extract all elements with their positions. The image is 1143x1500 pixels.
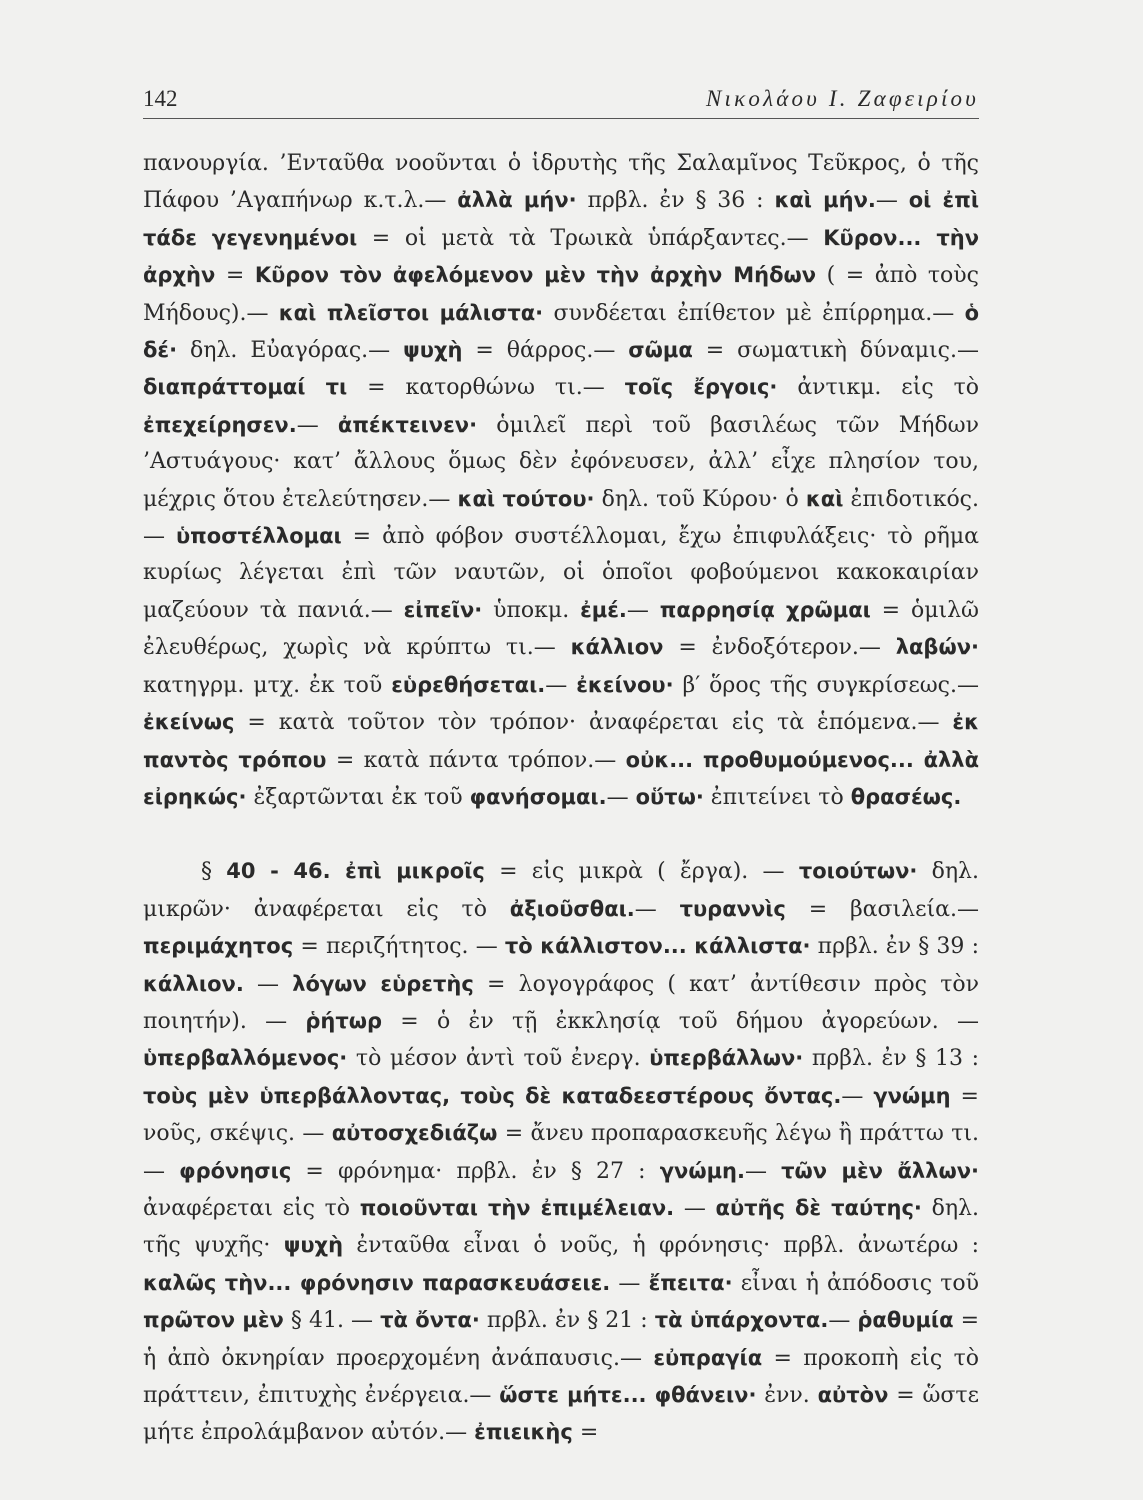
- gloss-text: —: [296, 412, 338, 438]
- lemma-term: ψυχὴ: [283, 1233, 344, 1258]
- gloss-text: = ὥστε μήτε ἐπρολάμβανον αὐτόν.—: [143, 1383, 979, 1446]
- lemma-term: κάλλιον: [570, 635, 664, 660]
- lemma-term: τοιούτων·: [798, 859, 918, 884]
- lemma-term: κάλλιον.: [143, 971, 244, 996]
- gloss-text: = ὁ ἐν τῇ ἐκκλησίᾳ τοῦ δήμου ἀγορεύων. —: [382, 1008, 979, 1034]
- gloss-text: δηλ. Εὐαγόρας.—: [177, 338, 404, 364]
- gloss-text: πανουργία. ’Ενταῦθα νοοῦνται ὁ ἱδρυτὴς τῆς Σαλαμῖνος Τεῦκρος, ὁ τῆς Πάφου ’Αγαπήνωρ κ.τ.λ.—: [143, 151, 979, 214]
- lemma-term: ῥήτωρ: [305, 1008, 383, 1033]
- lemma-term: οὕτω·: [635, 784, 704, 809]
- gloss-text: πρβλ. ἐν § 39 :: [810, 934, 980, 960]
- lemma-term: ὑποστέλλομαι: [175, 524, 342, 549]
- lemma-term: εὐπραγία: [653, 1345, 763, 1370]
- lemma-term: καὶ πλεῖστοι μάλιστα·: [278, 300, 544, 325]
- lemma-term: παρρησίᾳ χρῶμαι: [659, 597, 871, 622]
- gloss-text: β′ ὅρος τῆς συγκρίσεως.—: [673, 672, 979, 698]
- lemma-term: αὐτοσχεδιάζω: [331, 1121, 498, 1146]
- lemma-term: τὰ ὄντα·: [380, 1308, 480, 1333]
- gloss-text: —: [828, 1308, 858, 1334]
- lemma-term: τὸ κάλλιστον... κάλλιστα·: [504, 934, 811, 959]
- lemma-term: αὐτὸν: [817, 1383, 889, 1407]
- lemma-term: γνώμη.: [659, 1158, 745, 1183]
- lemma-term: ψυχὴ: [403, 338, 463, 363]
- gloss-text: §: [201, 859, 227, 885]
- lemma-term: ὑπερβαλλόμενος·: [143, 1046, 348, 1071]
- gloss-text: δηλ. τῆς ψυχῆς·: [143, 1195, 979, 1259]
- gloss-text: —: [243, 971, 293, 997]
- gloss-text: πρβλ. ἐν § 13 :: [803, 1046, 979, 1072]
- lemma-term: λαβών·: [895, 635, 979, 660]
- lemma-term: ἐκ παντὸς τρόπου: [143, 710, 979, 772]
- gloss-text: = ἡ ἀπὸ ὀκνηρίαν προερχομένη ἀνάπαυσις.—: [143, 1308, 980, 1371]
- lemma-term: ἐκείνως: [143, 710, 235, 735]
- gloss-text: ὁμιλεῖ περὶ τοῦ βασιλέως τῶν Μήδων ’Αστυάγους· κατ’ ἄλλους ὅμως δὲν ἐφόνευσεν, ἀλλ’ εἶχε πλησίον του, μέχρις ὅτου ἐτελεύτησεν.—: [143, 412, 979, 512]
- gloss-text: ἐνταῦθα εἶναι ὁ νοῦς, ἡ φρόνησις· πρβλ. ἀνωτέρω :: [343, 1233, 979, 1259]
- gloss-text: ὑποκμ.: [482, 597, 581, 623]
- gloss-text: —: [634, 896, 680, 922]
- lemma-term: εἰπεῖν·: [403, 597, 483, 622]
- gloss-text: πρβλ. ἐν § 36 :: [576, 188, 775, 214]
- paragraph-1: [143, 146, 979, 816]
- gloss-text: ἐξαρτῶνται ἐκ τοῦ: [246, 784, 470, 810]
- lemma-term: πρῶτον μὲν: [143, 1308, 284, 1333]
- gloss-text: = προκοπὴ εἰς τὸ πράττειν, ἐπιτυχὴς ἐνέργεια.—: [143, 1345, 979, 1408]
- lemma-term: τὰ ὑπάρχοντα.: [654, 1308, 829, 1333]
- lemma-term: ἀλλὰ μήν·: [457, 188, 577, 213]
- lemma-term: οἱ ἐπὶ τάδε γεγενημένοι: [143, 188, 980, 250]
- gloss-text: —: [674, 1195, 716, 1221]
- gloss-text: κατηγρμ. μτχ. ἐκ τοῦ: [143, 672, 392, 698]
- gloss-text: = κατορθώνω τι.—: [347, 375, 625, 401]
- paragraph-2: [143, 853, 979, 1452]
- gloss-text: = σωματικὴ δύναμις.—: [692, 338, 979, 364]
- lemma-term: καὶ τούτου·: [457, 486, 595, 511]
- gloss-text: —: [545, 672, 577, 698]
- lemma-term: ποιοῦνται τὴν ἐπιμέλειαν.: [359, 1195, 675, 1220]
- gloss-text: = ὁμιλῶ ἐλευθέρως, χωρὶς νὰ κρύπτω τι.—: [143, 597, 979, 661]
- gloss-text: = κατὰ τοῦτον τὸν τρόπον· ἀναφέρεται εἰς τὰ ἑπόμενα.—: [234, 710, 953, 736]
- lemma-term: ἔπειτα·: [648, 1270, 733, 1295]
- lemma-term: ἐκείνου·: [576, 672, 674, 697]
- lemma-term: ἐπιεικὴς: [474, 1420, 573, 1445]
- lemma-term: καὶ: [805, 486, 844, 511]
- gloss-text: ἐπιδοτικός. —: [143, 486, 979, 550]
- gloss-text: εἶναι ἡ ἀπόδοσις τοῦ: [732, 1270, 979, 1296]
- lemma-term: σῶμα: [628, 338, 693, 363]
- page-header: [143, 82, 979, 119]
- gloss-text: = φρόνημα· πρβλ. ἐν § 27 :: [291, 1158, 660, 1184]
- running-title: Νικολάου Ι. Ζαφειρίου: [706, 86, 979, 111]
- lemma-term: Κῦρον... τὴν ἀρχὴν: [143, 225, 979, 288]
- gloss-text: —: [841, 1083, 874, 1109]
- gloss-text: = θάρρος.—: [462, 338, 629, 364]
- gloss-text: = οἱ μετὰ τὰ Τρωικὰ ὑπάρξαντες.—: [357, 225, 824, 251]
- gloss-text: = ἐνδοξότερον.—: [663, 635, 896, 661]
- lemma-term: τῶν μὲν ἄλλων·: [781, 1158, 979, 1183]
- lemma-term: φανήσομαι.: [469, 784, 607, 809]
- lemma-term: ὑπερβάλλων·: [649, 1046, 804, 1071]
- gloss-text: = εἰς μικρὰ ( ἔργα). —: [484, 859, 799, 885]
- gloss-text: =: [215, 263, 255, 289]
- gloss-text: τὸ μέσον ἀντὶ τοῦ ἐνεργ.: [347, 1046, 650, 1072]
- page-number: 142: [143, 86, 178, 111]
- gloss-text: —: [610, 1270, 649, 1296]
- gloss-text: = ἄνευ προπαρασκευῆς λέγω ἢ πράττω τι.—: [143, 1121, 979, 1184]
- commentary-text: [143, 146, 979, 1452]
- gloss-text: = βασιλεία.—: [785, 896, 979, 922]
- lemma-term: ἐπεχείρησεν.: [143, 412, 297, 437]
- gloss-text: = λογογράφος ( κατ’ ἀντίθεσιν πρὸς τὸν ποιητήν). —: [143, 971, 980, 1034]
- lemma-term: φρόνησις: [179, 1158, 292, 1183]
- gloss-text: —: [744, 1158, 782, 1184]
- lemma-term: ἀξιοῦσθαι.: [509, 896, 635, 921]
- lemma-term: τοῖς ἔργοις·: [624, 375, 778, 400]
- lemma-term: ἐμέ.: [580, 597, 627, 622]
- lemma-term: 40 - 46. ἐπὶ μικροῖς: [226, 859, 485, 884]
- lemma-term: λόγων εὑρετὴς: [292, 971, 474, 996]
- gloss-text: ἀναφέρεται εἰς τὸ: [143, 1195, 360, 1221]
- lemma-term: θρασέως.: [850, 784, 962, 809]
- lemma-term: τυραννὶς: [679, 896, 786, 921]
- gloss-text: —: [875, 188, 909, 214]
- gloss-text: —: [626, 597, 660, 623]
- gloss-text: = περιζήτητος. —: [293, 934, 505, 960]
- lemma-term: καλῶς τὴν... φρόνησιν παρασκευάσειε.: [143, 1270, 611, 1295]
- lemma-term: ὥστε μήτε... φθάνειν·: [499, 1383, 757, 1407]
- lemma-term: ὁ δέ·: [143, 300, 979, 363]
- gloss-text: = ἀπὸ φόβον συστέλλομαι, ἔχω ἐπιφυλάξεις· τὸ ρῆμα κυρίως λέγεται ἐπὶ τῶν ναυτῶν, οἱ ὁποῖοι φοβούμενοι κακοκαιρίαν μαζεύουν τὰ πανιά.—: [143, 524, 979, 623]
- gloss-text: =: [572, 1420, 599, 1446]
- gloss-text: δηλ. τοῦ Κύρου· ὁ: [594, 486, 806, 512]
- lemma-term: αὐτῆς δὲ ταύτης·: [715, 1195, 922, 1220]
- lemma-term: οὐκ... προθυμούμενος... ἀλλὰ εἰρηκώς·: [143, 747, 980, 809]
- lemma-term: εὑρεθήσεται.: [391, 672, 546, 697]
- lemma-term: καὶ μήν.: [774, 188, 876, 213]
- gloss-text: = νοῦς, σκέψις. —: [143, 1083, 979, 1147]
- lemma-term: διαπράττομαί τι: [143, 375, 348, 400]
- gloss-text: πρβλ. ἐν § 21 :: [479, 1308, 655, 1334]
- gloss-text: συνδέεται ἐπίθετον μὲ ἐπίρρημα.—: [543, 300, 965, 326]
- gloss-text: ( = ἀπὸ τοὺς Μήδους).—: [143, 263, 979, 326]
- lemma-term: τοὺς μὲν ὑπερβάλλοντας, τοὺς δὲ καταδεεστέρους ὄντας.: [143, 1083, 842, 1108]
- gloss-text: ἀντικμ. εἰς τὸ: [777, 375, 979, 401]
- gloss-text: δηλ. μικρῶν· ἀναφέρεται εἰς τὸ: [143, 859, 979, 922]
- lemma-term: περιμάχητος: [143, 934, 294, 959]
- gloss-text: = κατὰ πάντα τρόπον.—: [326, 747, 626, 773]
- gloss-text: —: [606, 784, 636, 810]
- lemma-term: γνώμη: [873, 1083, 951, 1108]
- lemma-term: ἀπέκτεινεν·: [337, 412, 478, 437]
- lemma-term: ῥαθυμία: [857, 1308, 954, 1333]
- gloss-text: ἐνν.: [756, 1383, 818, 1408]
- lemma-term: Κῦρον τὸν ἀφελόμενον μὲν τὴν ἀρχὴν Μήδων: [254, 263, 817, 288]
- gloss-text: § 41. —: [283, 1308, 381, 1334]
- gloss-text: ἐπιτείνει τὸ: [703, 784, 851, 810]
